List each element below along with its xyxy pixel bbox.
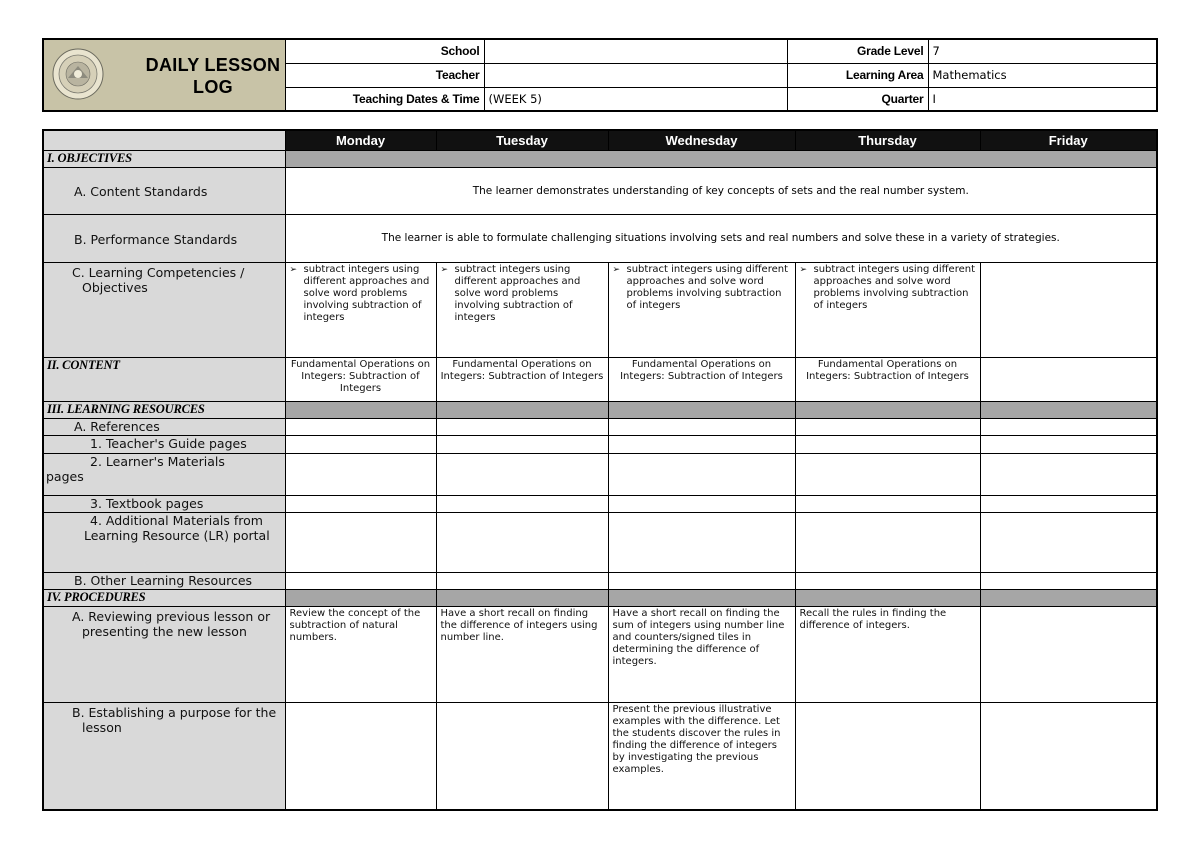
- day-header-tuesday: Tuesday: [436, 130, 608, 150]
- day-header-thursday: Thursday: [795, 130, 980, 150]
- competency-tuesday[interactable]: [436, 262, 608, 357]
- reviewing-tuesday[interactable]: Have a short recall on finding the difference of integers using number line.: [436, 606, 608, 702]
- cell[interactable]: [608, 435, 795, 453]
- cell[interactable]: [980, 572, 1157, 589]
- grade-level-field[interactable]: 7: [928, 39, 1157, 63]
- reviewing-wednesday[interactable]: Have a short recall on finding the sum of integers using number line and counters/signed tiles in determining the difference of integers.: [608, 606, 795, 702]
- cell[interactable]: [436, 435, 608, 453]
- learners-materials-label: [43, 453, 285, 495]
- cell[interactable]: [795, 572, 980, 589]
- day-header-monday: Monday: [285, 130, 436, 150]
- section-learning-resources: III. LEARNING RESOURCES: [43, 401, 285, 418]
- reviewing-label: A. Reviewing previous lesson or presenting the new lesson: [43, 606, 285, 702]
- cell[interactable]: [285, 435, 436, 453]
- logo-cell: [43, 39, 285, 111]
- performance-standards-text: The learner is able to formulate challenging situations involving sets and real numbers and solve these in a variety of strategies.: [285, 214, 1157, 262]
- page-title: [128, 54, 298, 98]
- cell[interactable]: [285, 512, 436, 572]
- competency-text: subtract integers using different approaches and solve word problems involving subtraction of integers: [626, 263, 789, 311]
- purpose-friday[interactable]: [980, 702, 1157, 810]
- school-label: School: [285, 39, 484, 63]
- cell[interactable]: [795, 495, 980, 512]
- section-fill: [285, 150, 1157, 167]
- section-fill: [436, 589, 608, 606]
- cell[interactable]: [608, 453, 795, 495]
- corner-cell: [43, 130, 285, 150]
- cell[interactable]: [285, 453, 436, 495]
- cell[interactable]: [980, 495, 1157, 512]
- deped-seal-icon: [52, 48, 104, 100]
- content-tuesday[interactable]: Fundamental Operations on Integers: Subtraction of Integers: [436, 357, 608, 401]
- teacher-label: Teacher: [285, 63, 484, 87]
- day-header-friday: Friday: [980, 130, 1157, 150]
- section-procedures: IV. PROCEDURES: [43, 589, 285, 606]
- performance-standards-label: B. Performance Standards: [43, 214, 285, 262]
- content-standards-text: The learner demonstrates understanding of key concepts of sets and the real number system.: [285, 167, 1157, 214]
- bullet-icon: ➢: [799, 264, 808, 275]
- content-thursday[interactable]: Fundamental Operations on Integers: Subtraction of Integers: [795, 357, 980, 401]
- purpose-thursday[interactable]: [795, 702, 980, 810]
- section-fill: [285, 401, 436, 418]
- content-friday[interactable]: [980, 357, 1157, 401]
- reviewing-monday[interactable]: Review the concept of the subtraction of natural numbers.: [285, 606, 436, 702]
- section-fill: [608, 589, 795, 606]
- textbook-pages-label: 3. Textbook pages: [43, 495, 285, 512]
- purpose-wednesday[interactable]: Present the previous illustrative examples with the difference. Let the students discover the rules in finding the difference of integers by investigating the previous examples.: [608, 702, 795, 810]
- cell[interactable]: [436, 495, 608, 512]
- content-standards-label: A. Content Standards: [43, 167, 285, 214]
- quarter-field[interactable]: I: [928, 87, 1157, 111]
- teachers-guide-label: 1. Teacher's Guide pages: [43, 435, 285, 453]
- section-fill: [980, 589, 1157, 606]
- cell[interactable]: [795, 418, 980, 435]
- bullet-icon: ➢: [612, 264, 621, 275]
- learners-materials-line2: pages: [46, 468, 84, 484]
- school-field[interactable]: [484, 39, 787, 63]
- competency-monday[interactable]: [285, 262, 436, 357]
- cell[interactable]: [608, 495, 795, 512]
- other-resources-label: B. Other Learning Resources: [43, 572, 285, 589]
- cell[interactable]: [795, 512, 980, 572]
- learning-area-label: Learning Area: [787, 63, 928, 87]
- section-fill: [795, 589, 980, 606]
- teaching-dates-field[interactable]: (WEEK 5): [484, 87, 787, 111]
- cell[interactable]: [436, 572, 608, 589]
- competency-text: subtract integers using different approaches and solve word problems involving subtraction of integers: [454, 263, 581, 323]
- section-fill: [980, 401, 1157, 418]
- title-line-1: DAILY LESSON: [145, 55, 281, 75]
- competency-friday[interactable]: [980, 262, 1157, 357]
- section-fill: [436, 401, 608, 418]
- cell[interactable]: [608, 418, 795, 435]
- reviewing-friday[interactable]: [980, 606, 1157, 702]
- lesson-log-table: [42, 129, 1158, 811]
- cell[interactable]: [436, 512, 608, 572]
- purpose-tuesday[interactable]: [436, 702, 608, 810]
- bullet-icon: ➢: [440, 264, 449, 275]
- cell[interactable]: [285, 495, 436, 512]
- section-fill: [608, 401, 795, 418]
- section-fill: [795, 401, 980, 418]
- bullet-icon: ➢: [289, 264, 298, 275]
- cell[interactable]: [436, 418, 608, 435]
- header-table: [42, 38, 1158, 112]
- competencies-label: C. Learning Competencies / Objectives: [43, 262, 285, 357]
- cell[interactable]: [436, 453, 608, 495]
- cell[interactable]: [980, 418, 1157, 435]
- teacher-field[interactable]: [484, 63, 787, 87]
- cell[interactable]: [285, 572, 436, 589]
- competency-thursday[interactable]: [795, 262, 980, 357]
- competency-text: subtract integers using different approaches and solve word problems involving subtraction of integers: [813, 263, 976, 311]
- cell[interactable]: [980, 435, 1157, 453]
- purpose-monday[interactable]: [285, 702, 436, 810]
- grade-level-label: Grade Level: [787, 39, 928, 63]
- cell[interactable]: [980, 453, 1157, 495]
- section-fill: [285, 589, 436, 606]
- cell[interactable]: [285, 418, 436, 435]
- additional-materials-label: 4. Additional Materials from Learning Resource (LR) portal: [43, 512, 285, 572]
- title-line-2: LOG: [193, 77, 233, 97]
- learning-area-field[interactable]: Mathematics: [928, 63, 1157, 87]
- teaching-dates-label: Teaching Dates & Time: [285, 87, 484, 111]
- references-label: A. References: [43, 418, 285, 435]
- cell[interactable]: [980, 512, 1157, 572]
- learners-materials-line1: 2. Learner's Materials: [90, 453, 225, 469]
- section-objectives: I. OBJECTIVES: [43, 150, 285, 167]
- reviewing-thursday[interactable]: Recall the rules in finding the difference of integers.: [795, 606, 980, 702]
- content-monday[interactable]: Fundamental Operations on Integers: Subtraction of Integers: [285, 357, 436, 401]
- quarter-label: Quarter: [787, 87, 928, 111]
- competency-wednesday[interactable]: [608, 262, 795, 357]
- section-content: II. CONTENT: [43, 357, 285, 401]
- cell[interactable]: [795, 435, 980, 453]
- day-header-wednesday: Wednesday: [608, 130, 795, 150]
- cell[interactable]: [795, 453, 980, 495]
- purpose-label: B. Establishing a purpose for the lesson: [43, 702, 285, 810]
- cell[interactable]: [608, 512, 795, 572]
- content-wednesday[interactable]: Fundamental Operations on Integers: Subtraction of Integers: [608, 357, 795, 401]
- cell[interactable]: [608, 572, 795, 589]
- competency-text: subtract integers using different approaches and solve word problems involving subtraction of integers: [303, 263, 430, 323]
